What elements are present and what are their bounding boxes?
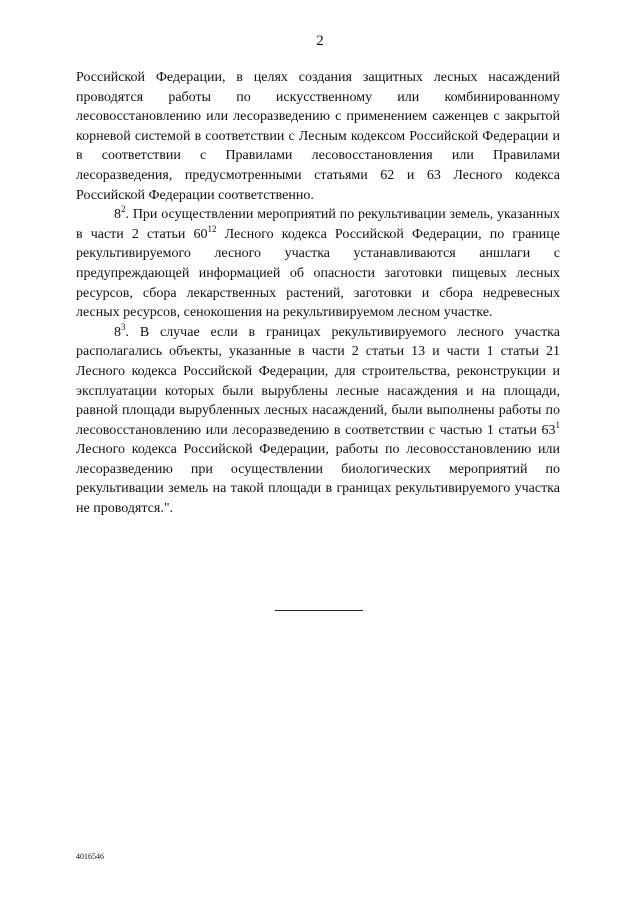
paragraph-text: Лесного кодекса Российской Федерации, работы по лесовосстановлению или лесоразведению при осуществлении биологических мероприятий по рекультивации земель на такой площади в границах рекультивируемого участка не проводятся.". [76, 442, 560, 517]
paragraph-8-3 [76, 323, 560, 519]
paragraph-text: . При осуществлении мероприятий по рекультивации земель, указанных в части 2 статьи 60 [76, 207, 560, 242]
paragraph-continuation: Российской Федерации, в целях создания защитных лесных насаждений проводятся работы по искусственному или комбинированному лесовосстановлению или лесоразведению с применением саженцев с закрытой корневой системой в соответствии с Лесным кодексом Российской Федерации и в соответствии с Правилами лесовосстановления или Правилами лесоразведения, предусмотренными статьями 62 и 63 Лесного кодекса Российской Федерации соответственно. [76, 70, 560, 203]
article-ref-sup: 1 [555, 419, 560, 430]
paragraph-text: Лесного кодекса Российской Федерации, по границе рекультивируемого лесного участка устанавливаются аншлаги с предупреждающей информацией об опасности заготовки пищевых лесных ресурсов, сбора лекарственных растений, заготовки и сбора недревесных лесных ресурсов, сенокошения на рекультивируемом лесном участке. [76, 226, 560, 321]
page-number: 2 [316, 33, 324, 49]
paragraph-number: 8 [114, 324, 121, 340]
paragraph-text: . В случае если в границах рекультивируемого лесного участка располагались объекты, указанные в части 2 статьи 13 и части 1 статьи 21 Лесного кодекса Российской Федерации, для строительства, реконструкции и эксплуатации которых были вырублены лесные насаждения и на площади, равной площади вырубленных лесных насаждений, были выполнены работы по лесовосстановлению или лесоразведению в соответствии с частью 1 статьи 63 [76, 324, 560, 438]
document-code: 4016546 [76, 852, 104, 861]
paragraph-number: 8 [114, 207, 121, 223]
article-ref-sup: 12 [207, 223, 217, 234]
paragraph-number-sup: 3 [121, 321, 126, 332]
paragraph-8-2 [76, 205, 560, 323]
end-divider [275, 610, 363, 611]
document-body [76, 68, 560, 519]
paragraph-number-sup: 2 [121, 204, 126, 215]
